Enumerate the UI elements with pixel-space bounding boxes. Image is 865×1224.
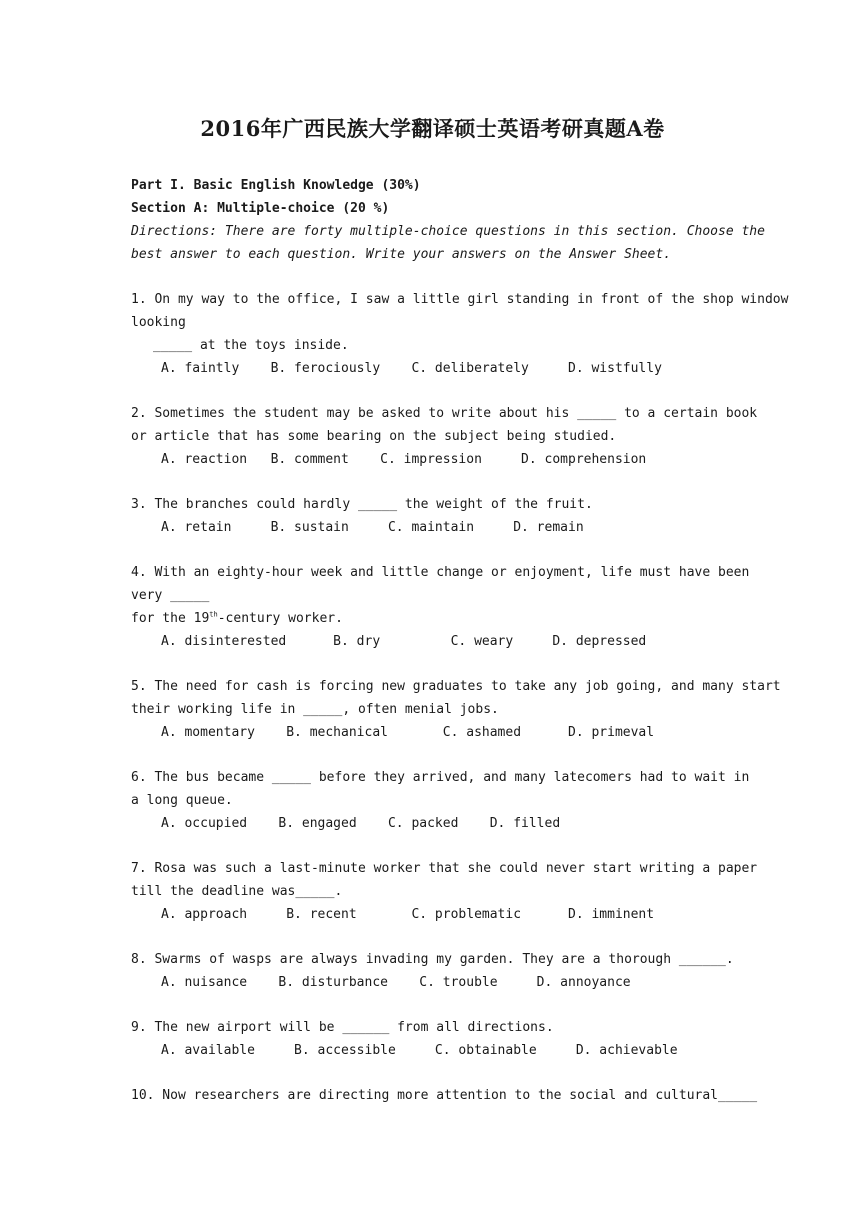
answer-options: A. reaction B. comment C. impression D. comprehension xyxy=(161,452,647,467)
question-1 xyxy=(131,288,789,380)
question-2 xyxy=(131,402,758,471)
question-text: very _____ xyxy=(131,588,210,603)
part-heading: Part I. Basic English Knowledge (30%) xyxy=(131,178,421,193)
question-text: a long queue. xyxy=(131,793,233,808)
question-text: _____ at the toys inside. xyxy=(153,338,349,353)
question-text: 2. Sometimes the student may be asked to write about his _____ to a certain book xyxy=(131,406,758,421)
question-text: 3. The branches could hardly _____ the weight of the fruit. xyxy=(131,497,593,512)
question-text: till the deadline was_____. xyxy=(131,884,343,899)
question-text-end: -century worker. xyxy=(217,611,343,626)
question-text: 1. On my way to the office, I saw a little girl standing in front of the shop window xyxy=(131,292,789,307)
answer-options: A. available B. accessible C. obtainable D. achievable xyxy=(161,1043,678,1058)
question-text: 9. The new airport will be ______ from all directions. xyxy=(131,1020,554,1035)
answer-options: A. disinterested B. dry C. weary D. depressed xyxy=(161,634,647,649)
question-4 xyxy=(131,561,750,653)
question-text: 6. The bus became _____ before they arrived, and many latecomers had to wait in xyxy=(131,770,750,785)
answer-options: A. occupied B. engaged C. packed D. filled xyxy=(161,816,561,831)
question-3 xyxy=(131,493,741,539)
section-heading: Section A: Multiple-choice (20 %) xyxy=(131,201,390,216)
directions-line-1: Directions: There are forty multiple-choice questions in this section. Choose the xyxy=(131,224,765,239)
question-8 xyxy=(131,948,741,994)
question-text: 5. The need for cash is forcing new graduates to take any job going, and many start xyxy=(131,679,781,694)
question-10 xyxy=(131,1084,758,1107)
question-text: or article that has some bearing on the subject being studied. xyxy=(131,429,617,444)
question-text xyxy=(131,607,741,630)
directions-line-2: best answer to each question. Write your answers on the Answer Sheet. xyxy=(131,247,672,262)
answer-options: A. nuisance B. disturbance C. trouble D. annoyance xyxy=(161,975,631,990)
question-9 xyxy=(131,1016,741,1062)
page-title: 2016年广西民族大学翻译硕士英语考研真题A卷 xyxy=(200,116,665,141)
question-text: 7. Rosa was such a last-minute worker that she could never start writing a paper xyxy=(131,861,758,876)
question-6 xyxy=(131,766,750,835)
ordinal-suffix: th xyxy=(209,610,218,619)
question-text-start: for the 19 xyxy=(131,611,210,626)
question-text: their working life in _____, often menial jobs. xyxy=(131,702,499,717)
question-text: 10. Now researchers are directing more attention to the social and cultural_____ xyxy=(131,1088,758,1103)
document-body xyxy=(131,174,789,1107)
question-text: 8. Swarms of wasps are always invading my garden. They are a thorough ______. xyxy=(131,952,734,967)
question-5 xyxy=(131,675,781,744)
answer-options: A. faintly B. ferociously C. deliberately D. wistfully xyxy=(161,361,662,376)
answer-options: A. retain B. sustain C. maintain D. remain xyxy=(161,520,584,535)
answer-options: A. momentary B. mechanical C. ashamed D. primeval xyxy=(161,725,655,740)
answer-options: A. approach B. recent C. problematic D. imminent xyxy=(161,907,655,922)
question-text: 4. With an eighty-hour week and little change or enjoyment, life must have been xyxy=(131,565,750,580)
question-text: looking xyxy=(131,315,186,330)
question-7 xyxy=(131,857,758,926)
